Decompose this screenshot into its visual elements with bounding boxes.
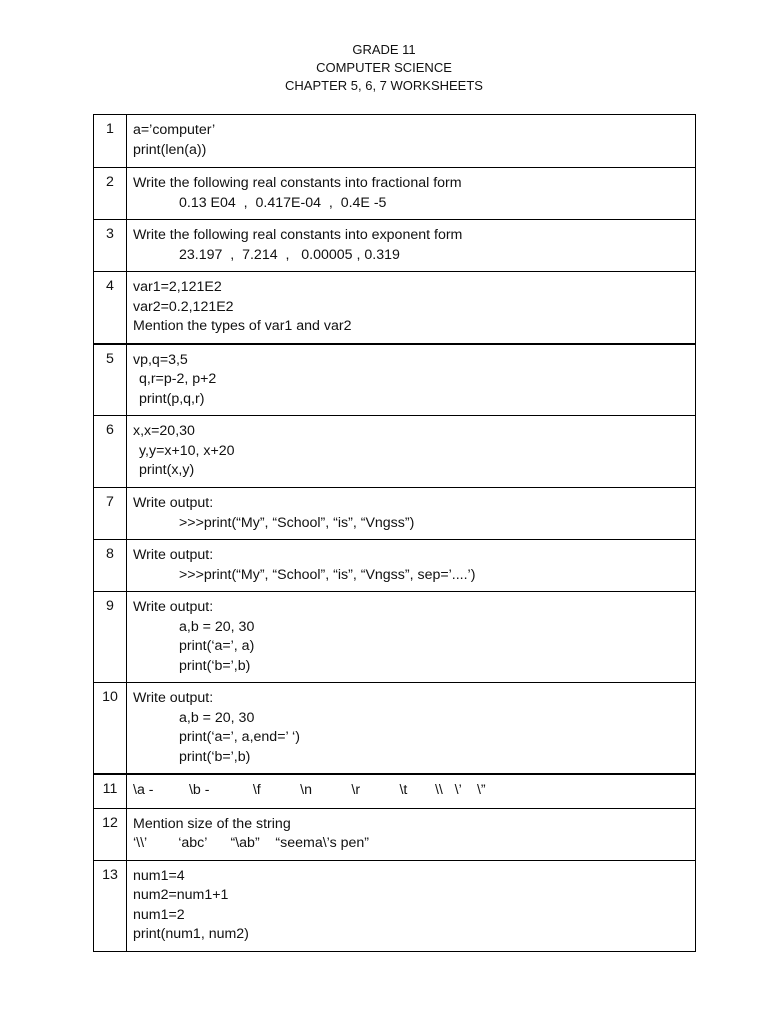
question-line: num2=num1+1 [133,887,229,903]
question-content [127,488,696,540]
question-content [127,540,696,592]
question-line: var1=2,121E2 [133,279,222,295]
question-line: ‘\\’ ‘abc’ “\ab” “seema\’s pen” [133,835,370,851]
question-content [127,272,696,344]
question-number: 6 [94,416,127,488]
question-row [94,488,696,540]
question-line: Write the following real constants into fractional form [133,175,462,191]
chapter-title: CHAPTER 5, 6, 7 WORKSHEETS [285,78,483,93]
question-content [127,115,696,168]
question-line: Write output: [133,495,214,511]
question-line: 0.13 E04 , 0.417E-04 , 0.4E -5 [179,194,387,211]
question-content [127,168,696,220]
question-line: a=’computer’ [133,122,216,138]
question-line: var2=0.2,121E2 [133,298,234,315]
question-number: 4 [94,272,127,344]
question-content [127,416,696,488]
question-number: 12 [94,808,127,860]
question-number: 3 [94,220,127,272]
question-content [127,344,696,416]
question-line: print(num1, num2) [133,926,249,942]
question-content [127,683,696,775]
subject-title: COMPUTER SCIENCE [316,60,452,75]
question-line: 23.197 , 7.214 , 0.00005 , 0.319 [179,246,400,263]
question-line: print(x,y) [139,462,195,478]
question-line: num1=2 [133,906,185,923]
question-row [94,220,696,272]
question-number: 5 [94,344,127,416]
question-line: print(‘b=’,b) [179,748,251,765]
question-line: print(‘b=’,b) [179,657,251,674]
question-line: \a - \b - \f \n \r \t \\ \’ \” [133,782,486,798]
question-row [94,540,696,592]
question-line: q,r=p-2, p+2 [139,371,217,387]
question-number: 2 [94,168,127,220]
question-line: Mention size of the string [133,815,291,832]
question-number: 8 [94,540,127,592]
question-line: a,b = 20, 30 [179,709,255,726]
question-row [94,860,696,951]
question-content [127,808,696,860]
question-row [94,774,696,808]
question-line: Write output: [133,599,214,615]
question-row [94,344,696,416]
question-content [127,774,696,808]
question-number: 7 [94,488,127,540]
question-line: x,x=20,30 [133,423,195,439]
question-number: 10 [94,683,127,775]
worksheet-header [0,41,768,95]
question-line: num1=4 [133,867,185,884]
question-row [94,272,696,344]
question-line: print(len(a)) [133,141,207,158]
question-number: 13 [94,860,127,951]
question-line: vp,q=3,5 [133,351,188,368]
question-line: Mention the types of var1 and var2 [133,318,352,334]
question-line: y,y=x+10, x+20 [139,442,235,459]
grade-title: GRADE 11 [352,42,416,57]
question-row [94,416,696,488]
question-content [127,860,696,951]
question-line: Write output: [133,547,214,563]
question-row [94,115,696,168]
question-line: >>>print(“My”, “School”, “is”, “Vngss”, sep=’....’) [179,566,476,583]
question-content [127,592,696,683]
question-row [94,808,696,860]
question-number: 9 [94,592,127,683]
question-row [94,168,696,220]
question-number: 1 [94,115,127,168]
question-line: a,b = 20, 30 [179,618,255,635]
questions-table [93,114,696,952]
question-line: print(‘a=’, a,end=’ ‘) [179,729,300,745]
question-line: Write the following real constants into exponent form [133,227,463,243]
question-line: >>>print(“My”, “School”, “is”, “Vngss”) [179,514,415,531]
question-line: print(‘a=’, a) [179,638,255,654]
question-row [94,592,696,683]
question-line: Write output: [133,690,214,706]
question-number: 11 [94,774,127,808]
question-row [94,683,696,775]
question-content [127,220,696,272]
question-line: print(p,q,r) [139,390,205,407]
